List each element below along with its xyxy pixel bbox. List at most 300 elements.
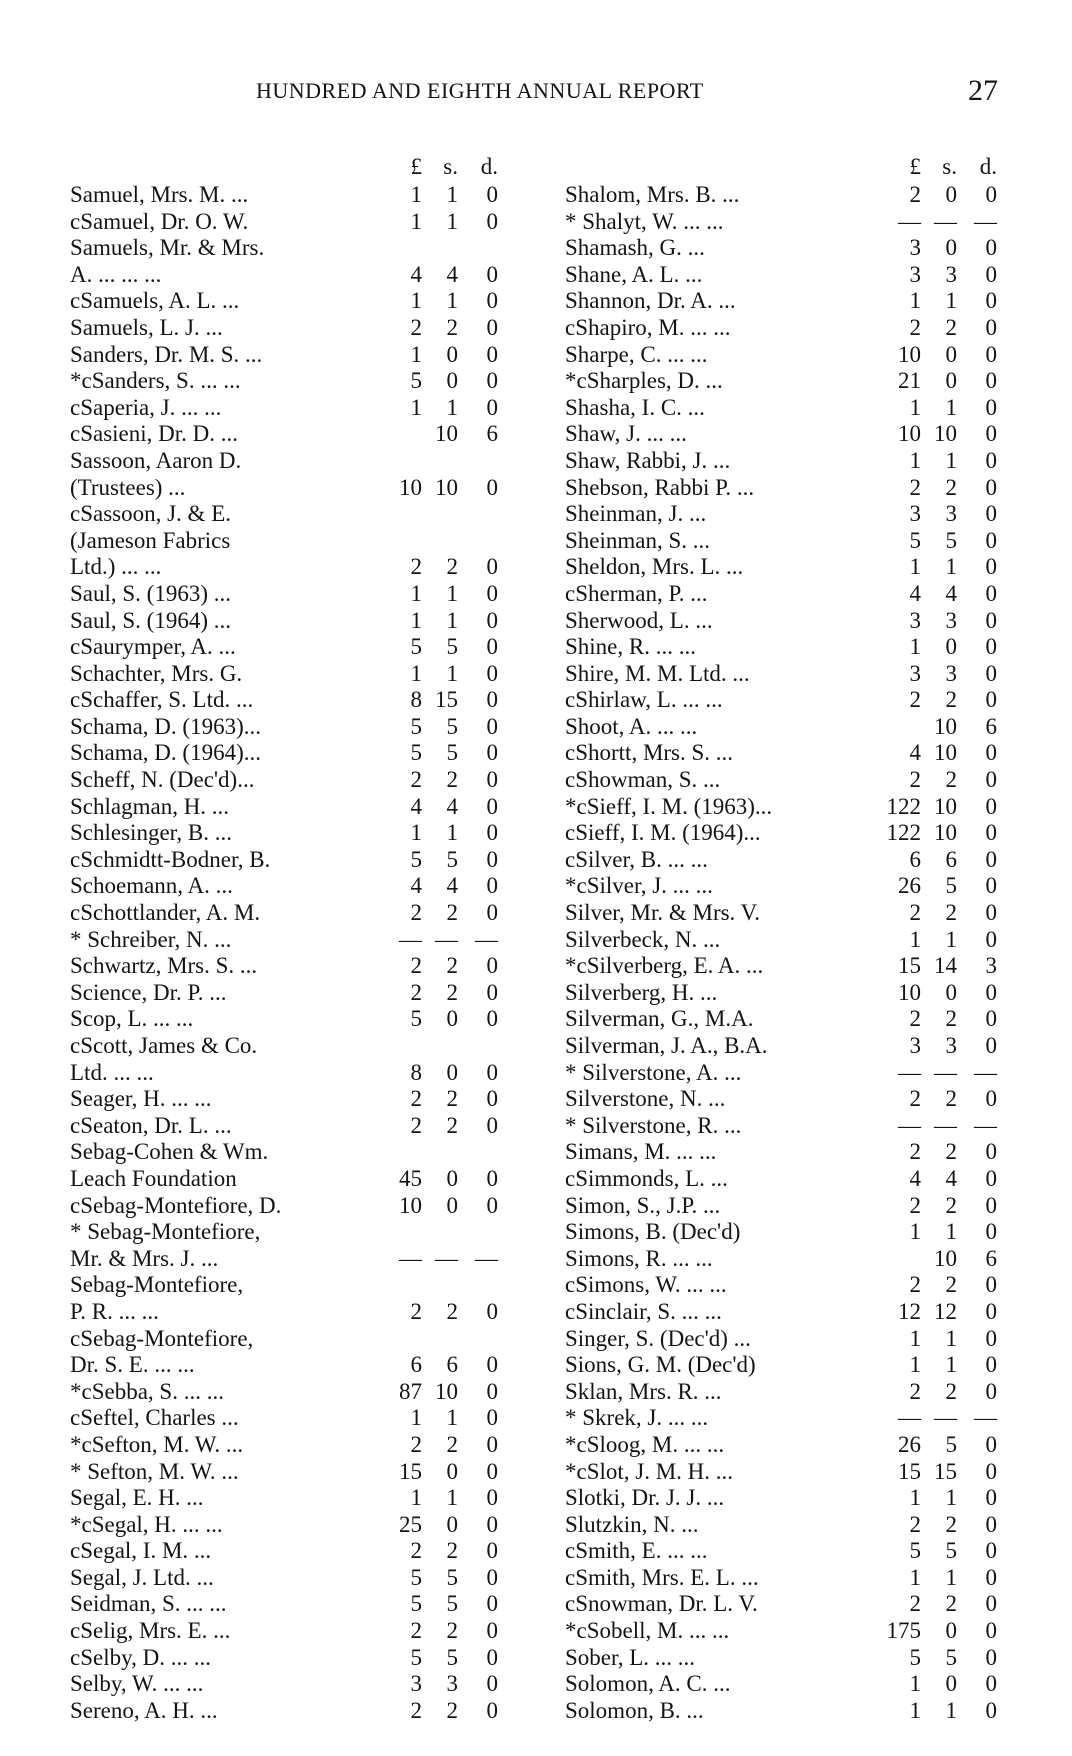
donor-name: cShortt, Mrs. S. ... xyxy=(565,740,734,766)
amount-pence: 0 xyxy=(486,1431,498,1457)
donor-name: Ltd. ... ... xyxy=(70,1059,154,1085)
amount-pence: 0 xyxy=(985,474,997,500)
donor-name: cSchmidtt-Bodner, B. xyxy=(70,846,271,872)
list-item xyxy=(70,554,500,581)
donor-name: cScott, James & Co. xyxy=(70,1033,258,1058)
amount-shillings: 1 xyxy=(446,607,458,633)
donor-name: Simons, B. (Dec'd) xyxy=(565,1219,741,1245)
amount-shillings: 1 xyxy=(945,1485,957,1511)
amount-pounds: 2 xyxy=(410,554,422,580)
list-item xyxy=(565,1485,1005,1512)
amount-pence: 0 xyxy=(985,767,997,793)
list-item xyxy=(70,1405,500,1432)
donor-name: Shaw, J. ... ... xyxy=(565,421,687,447)
list-item xyxy=(70,1485,500,1512)
donor-name: (Trustees) ... xyxy=(70,474,186,500)
amount-pounds: 4 xyxy=(410,261,422,287)
amount-pence: — xyxy=(974,1112,997,1138)
donor-name: *cSieff, I. M. (1963)... xyxy=(565,793,773,819)
amount-pounds: 2 xyxy=(410,1112,422,1138)
amount-pence: 0 xyxy=(486,713,498,739)
amount-pounds: 2 xyxy=(410,314,422,340)
amount-shillings: 0 xyxy=(945,341,957,367)
amount-shillings: 1 xyxy=(945,1352,957,1378)
donor-name: Schama, D. (1963)... xyxy=(70,713,261,739)
amount-shillings: 2 xyxy=(945,687,957,713)
amount-shillings: 5 xyxy=(945,1644,957,1670)
amount-pence: 0 xyxy=(985,900,997,926)
running-title: HUNDRED AND EIGHTH ANNUAL REPORT xyxy=(256,78,704,103)
donor-name: cShirlaw, L. ... ... xyxy=(565,687,723,713)
amount-pence: 0 xyxy=(486,1298,498,1324)
amount-shillings: 2 xyxy=(446,1298,458,1324)
donor-name: Sober, L. ... ... xyxy=(565,1644,696,1670)
amount-shillings: 2 xyxy=(446,1086,458,1112)
amount-shillings: — xyxy=(934,1405,957,1431)
donor-name: *cSharples, D. ... xyxy=(565,368,723,394)
amount-shillings: 2 xyxy=(945,1272,957,1298)
amount-shillings: 2 xyxy=(446,767,458,793)
list-item xyxy=(70,1326,500,1353)
amount-pounds: 5 xyxy=(410,1591,422,1617)
amount-shillings: 10 xyxy=(435,1378,458,1404)
amount-shillings: 0 xyxy=(446,1006,458,1032)
amount-pounds: 1 xyxy=(410,208,422,234)
donor-name: * Sefton, M. W. ... xyxy=(70,1458,239,1484)
list-item xyxy=(70,501,500,528)
list-item xyxy=(70,1459,500,1486)
amount-pounds: 1 xyxy=(410,580,422,606)
amount-shillings: 0 xyxy=(945,368,957,394)
amount-pence: 0 xyxy=(486,607,498,633)
list-item xyxy=(70,661,500,688)
amount-pence: 0 xyxy=(486,660,498,686)
amount-pence: 0 xyxy=(486,1165,498,1191)
amount-shillings: — xyxy=(934,1059,957,1085)
amount-pence: 0 xyxy=(486,1458,498,1484)
amount-pounds: 2 xyxy=(909,1006,921,1032)
donor-name: cSchottlander, A. M. xyxy=(70,900,261,926)
donor-name: Sherwood, L. ... xyxy=(565,607,713,633)
amount-pence: 0 xyxy=(985,1431,997,1457)
donor-name: Slotki, Dr. J. J. ... xyxy=(565,1485,725,1511)
list-item xyxy=(70,288,500,315)
donor-name: Silverberg, H. ... xyxy=(565,979,718,1005)
amount-pounds: 1 xyxy=(410,1405,422,1431)
amount-shillings: 2 xyxy=(945,1139,957,1165)
amount-pounds: 3 xyxy=(909,261,921,287)
donor-name: * Sebag-Montefiore, xyxy=(70,1219,261,1245)
list-item xyxy=(70,262,500,289)
donor-name: cSebag-Montefiore, D. xyxy=(70,1192,282,1218)
amount-shillings: 2 xyxy=(446,1697,458,1723)
amount-pence: 6 xyxy=(985,713,997,739)
donor-name: Silverman, J. A., B.A. xyxy=(565,1033,768,1058)
amount-shillings: 2 xyxy=(446,1618,458,1644)
amount-shillings: 0 xyxy=(945,1671,957,1697)
amount-shillings: 5 xyxy=(446,1564,458,1590)
amount-shillings: 3 xyxy=(945,501,957,527)
amount-shillings: 2 xyxy=(446,1538,458,1564)
amount-pence: 0 xyxy=(486,474,498,500)
list-item xyxy=(70,1246,500,1273)
amount-pence: 6 xyxy=(985,1245,997,1271)
amount-pounds: 3 xyxy=(410,1671,422,1697)
donor-name: Saul, S. (1963) ... xyxy=(70,580,231,606)
amount-pence: 0 xyxy=(486,394,498,420)
donor-name: Scheff, N. (Dec'd)... xyxy=(70,767,255,793)
amount-shillings: 0 xyxy=(446,368,458,394)
amount-pence: 0 xyxy=(486,1086,498,1112)
amount-pence: 0 xyxy=(985,1165,997,1191)
donor-name: cSieff, I. M. (1964)... xyxy=(565,820,761,846)
amount-pence: 0 xyxy=(985,846,997,872)
amount-shillings: 3 xyxy=(945,660,957,686)
amount-shillings: 0 xyxy=(446,1192,458,1218)
list-item xyxy=(565,1405,1005,1432)
list-item xyxy=(565,1166,1005,1193)
amount-shillings: 1 xyxy=(945,926,957,952)
amount-pounds: 15 xyxy=(399,1458,422,1484)
list-item xyxy=(70,953,500,980)
amount-shillings: 2 xyxy=(945,1192,957,1218)
list-item xyxy=(70,1166,500,1193)
amount-shillings: 2 xyxy=(945,900,957,926)
donor-name: *cSobell, M. ... ... xyxy=(565,1618,730,1644)
shillings-header: s. xyxy=(443,154,458,179)
amount-pence: 0 xyxy=(985,368,997,394)
amount-pence: 0 xyxy=(985,580,997,606)
donor-name: Seidman, S. ... ... xyxy=(70,1591,227,1617)
donor-name: cSaurymper, A. ... xyxy=(70,634,236,660)
page-header xyxy=(0,74,1072,114)
list-item xyxy=(565,1219,1005,1246)
amount-pounds: 3 xyxy=(909,501,921,527)
donor-name: cSnowman, Dr. L. V. xyxy=(565,1591,758,1617)
donor-name: cSimons, W. ... ... xyxy=(565,1272,727,1298)
donor-name: Sassoon, Aaron D. xyxy=(70,447,242,473)
amount-shillings: 2 xyxy=(446,554,458,580)
amount-shillings: 10 xyxy=(435,421,458,447)
amount-shillings: 10 xyxy=(934,820,957,846)
donor-name: cSelby, D. ... ... xyxy=(70,1644,211,1670)
amount-pence: 0 xyxy=(486,341,498,367)
amount-pounds: 1 xyxy=(909,554,921,580)
amount-shillings: 1 xyxy=(945,447,957,473)
amount-pounds: 1 xyxy=(909,1325,921,1351)
amount-pounds: 26 xyxy=(898,1431,921,1457)
amount-pounds: 1 xyxy=(909,1564,921,1590)
amount-pounds: 5 xyxy=(909,1644,921,1670)
donor-name: cSamuel, Dr. O. W. xyxy=(70,208,249,234)
amount-shillings: 0 xyxy=(446,1511,458,1537)
amount-pounds: 4 xyxy=(909,1165,921,1191)
donor-name: Leach Foundation xyxy=(70,1165,237,1191)
list-item xyxy=(70,1432,500,1459)
donor-name: Sereno, A. H. ... xyxy=(70,1697,218,1723)
list-item xyxy=(565,1299,1005,1326)
list-item xyxy=(565,900,1005,927)
amount-pence: — xyxy=(974,1059,997,1085)
amount-pence: 0 xyxy=(985,873,997,899)
amount-pounds: — xyxy=(898,1112,921,1138)
list-item xyxy=(70,1352,500,1379)
amount-pence: 0 xyxy=(985,979,997,1005)
list-item xyxy=(70,1113,500,1140)
amount-pence: — xyxy=(974,1405,997,1431)
amount-shillings: 5 xyxy=(446,634,458,660)
currency-header xyxy=(70,152,500,182)
donor-name: Sklan, Mrs. R. ... xyxy=(565,1378,722,1404)
amount-shillings: — xyxy=(934,208,957,234)
amount-shillings: 5 xyxy=(446,846,458,872)
amount-pounds: 2 xyxy=(410,1298,422,1324)
amount-pounds: 5 xyxy=(410,1644,422,1670)
donor-name: Ltd.) ... ... xyxy=(70,554,162,580)
amount-shillings: 0 xyxy=(945,1618,957,1644)
donor-name: Sheldon, Mrs. L. ... xyxy=(565,554,744,580)
amount-pence: 0 xyxy=(985,1538,997,1564)
amount-pence: 0 xyxy=(486,1352,498,1378)
amount-pence: 6 xyxy=(486,421,498,447)
donor-name: Samuels, L. J. ... xyxy=(70,314,223,340)
list-item xyxy=(565,342,1005,369)
amount-shillings: — xyxy=(435,1245,458,1271)
amount-pounds: 2 xyxy=(410,767,422,793)
amount-pounds: 2 xyxy=(909,314,921,340)
donor-name: A. ... ... ... xyxy=(70,261,162,287)
list-item xyxy=(565,1459,1005,1486)
amount-shillings: 5 xyxy=(446,1644,458,1670)
amount-pence: 0 xyxy=(985,926,997,952)
shillings-header: s. xyxy=(942,154,957,179)
amount-pounds: 26 xyxy=(898,873,921,899)
donor-name: * Silverstone, R. ... xyxy=(565,1112,742,1138)
amount-shillings: 0 xyxy=(945,235,957,261)
donor-name: Simon, S., J.P. ... xyxy=(565,1192,721,1218)
list-item xyxy=(565,581,1005,608)
list-item xyxy=(565,501,1005,528)
amount-pounds: 3 xyxy=(909,660,921,686)
amount-pounds: 1 xyxy=(410,341,422,367)
amount-pence: 0 xyxy=(486,634,498,660)
list-item xyxy=(565,794,1005,821)
donor-name: cSamuels, A. L. ... xyxy=(70,288,240,314)
list-item xyxy=(565,1033,1005,1060)
donor-name: Selby, W. ... ... xyxy=(70,1671,204,1697)
list-item xyxy=(70,1671,500,1698)
list-item xyxy=(565,740,1005,767)
amount-pounds: 2 xyxy=(909,1591,921,1617)
donor-name: Simons, R. ... ... xyxy=(565,1245,713,1271)
amount-shillings: 10 xyxy=(435,474,458,500)
amount-pounds: — xyxy=(399,926,422,952)
list-item xyxy=(70,1060,500,1087)
list-item xyxy=(70,1006,500,1033)
amount-pounds: 8 xyxy=(410,1059,422,1085)
amount-pence: 0 xyxy=(985,1378,997,1404)
amount-pence: 0 xyxy=(486,1485,498,1511)
amount-pounds: — xyxy=(898,208,921,234)
list-item xyxy=(70,342,500,369)
amount-pounds: 1 xyxy=(410,820,422,846)
amount-pounds: 2 xyxy=(410,953,422,979)
amount-pounds: 1 xyxy=(909,926,921,952)
donor-name: Mr. & Mrs. J. ... xyxy=(70,1245,219,1271)
list-item xyxy=(565,1645,1005,1672)
donor-name: Sebag-Montefiore, xyxy=(70,1272,244,1298)
amount-pounds: 2 xyxy=(909,1086,921,1112)
donor-name: Sions, G. M. (Dec'd) xyxy=(565,1352,756,1378)
amount-shillings: 2 xyxy=(446,979,458,1005)
amount-pence: 0 xyxy=(486,368,498,394)
amount-pounds: 8 xyxy=(410,687,422,713)
donor-name: Shoot, A. ... ... xyxy=(565,713,698,739)
list-item xyxy=(565,1113,1005,1140)
amount-shillings: 0 xyxy=(446,1059,458,1085)
donor-name: Schlagman, H. ... xyxy=(70,793,230,819)
amount-shillings: 1 xyxy=(446,394,458,420)
amount-pounds: 2 xyxy=(909,1139,921,1165)
amount-pence: 0 xyxy=(985,288,997,314)
amount-shillings: 6 xyxy=(945,846,957,872)
list-item xyxy=(565,288,1005,315)
list-item xyxy=(70,1219,500,1246)
list-item xyxy=(565,608,1005,635)
donor-name: Schama, D. (1964)... xyxy=(70,740,261,766)
list-item xyxy=(565,1272,1005,1299)
amount-pence: 0 xyxy=(486,1564,498,1590)
amount-pence: 0 xyxy=(985,1458,997,1484)
list-item xyxy=(70,687,500,714)
amount-pounds: 5 xyxy=(909,1538,921,1564)
amount-shillings: 4 xyxy=(945,580,957,606)
donor-name: * Shalyt, W. ... ... xyxy=(565,208,724,234)
list-item xyxy=(70,315,500,342)
donor-name: cSebag-Montefiore, xyxy=(70,1325,254,1351)
amount-pounds: 21 xyxy=(898,368,921,394)
amount-pence: 0 xyxy=(486,208,498,234)
amount-pence: 0 xyxy=(985,421,997,447)
list-item xyxy=(565,262,1005,289)
amount-pounds: 15 xyxy=(898,953,921,979)
list-item xyxy=(565,1246,1005,1273)
amount-pence: — xyxy=(475,926,498,952)
list-item xyxy=(565,634,1005,661)
donor-name: *cSlot, J. M. H. ... xyxy=(565,1458,734,1484)
amount-shillings: 4 xyxy=(446,261,458,287)
list-item xyxy=(70,528,500,555)
list-item xyxy=(70,1033,500,1060)
amount-pence: 0 xyxy=(985,1697,997,1723)
amount-pence: 0 xyxy=(486,873,498,899)
list-item xyxy=(70,767,500,794)
amount-pounds: 4 xyxy=(909,740,921,766)
amount-pounds: 2 xyxy=(909,687,921,713)
amount-shillings: 2 xyxy=(945,314,957,340)
list-item xyxy=(565,1512,1005,1539)
amount-pence: 0 xyxy=(486,1644,498,1670)
donor-name: Scop, L. ... ... xyxy=(70,1006,194,1032)
amount-pounds: 5 xyxy=(909,527,921,553)
donor-name: Slutzkin, N. ... xyxy=(565,1511,699,1537)
list-item xyxy=(70,182,500,209)
amount-pence: 0 xyxy=(486,580,498,606)
amount-pence: 0 xyxy=(486,1378,498,1404)
donor-name: *cSebba, S. ... ... xyxy=(70,1378,224,1404)
amount-pence: 0 xyxy=(985,501,997,527)
amount-shillings: 3 xyxy=(945,261,957,287)
list-item xyxy=(70,1698,500,1725)
amount-pounds: 122 xyxy=(886,820,921,846)
list-item xyxy=(565,847,1005,874)
amount-pence: 0 xyxy=(486,687,498,713)
list-item xyxy=(70,927,500,954)
amount-pounds: 2 xyxy=(909,1511,921,1537)
amount-shillings: 15 xyxy=(435,687,458,713)
amount-pounds: 175 xyxy=(886,1618,921,1644)
amount-shillings: 1 xyxy=(945,1697,957,1723)
amount-pounds: 4 xyxy=(410,793,422,819)
amount-pounds: 10 xyxy=(399,1192,422,1218)
list-item xyxy=(565,1591,1005,1618)
donor-name: cSimmonds, L. ... xyxy=(565,1165,728,1191)
donor-name: cSegal, I. M. ... xyxy=(70,1538,212,1564)
amount-pounds: 45 xyxy=(399,1165,422,1191)
list-item xyxy=(565,1565,1005,1592)
pence-header: d. xyxy=(480,154,498,179)
list-item xyxy=(565,980,1005,1007)
amount-shillings: 10 xyxy=(934,1245,957,1271)
donor-name: Sheinman, S. ... xyxy=(565,527,711,553)
amount-shillings: — xyxy=(934,1112,957,1138)
amount-pence: 0 xyxy=(985,261,997,287)
donor-name: *cSilver, J. ... ... xyxy=(565,873,713,899)
list-item xyxy=(565,1006,1005,1033)
amount-pounds: 1 xyxy=(909,447,921,473)
amount-shillings: 3 xyxy=(945,607,957,633)
list-item xyxy=(565,1139,1005,1166)
amount-shillings: 0 xyxy=(446,1458,458,1484)
amount-pounds: 1 xyxy=(909,288,921,314)
list-item xyxy=(70,900,500,927)
amount-shillings: 2 xyxy=(945,1006,957,1032)
list-item xyxy=(565,1432,1005,1459)
amount-pounds: 10 xyxy=(399,474,422,500)
donor-name: cSmith, E. ... ... xyxy=(565,1538,708,1564)
amount-pounds: 2 xyxy=(410,1618,422,1644)
amount-shillings: 2 xyxy=(945,474,957,500)
amount-shillings: 2 xyxy=(945,1378,957,1404)
donor-name: Sanders, Dr. M. S. ... xyxy=(70,341,263,367)
amount-pounds: 1 xyxy=(909,394,921,420)
amount-pence: 0 xyxy=(486,554,498,580)
amount-shillings: 2 xyxy=(945,1591,957,1617)
amount-pence: 0 xyxy=(486,1671,498,1697)
list-item xyxy=(565,873,1005,900)
donor-name: Saul, S. (1964) ... xyxy=(70,607,231,633)
donor-name: Segal, E. H. ... xyxy=(70,1485,204,1511)
list-item xyxy=(565,1698,1005,1725)
amount-pounds: 1 xyxy=(909,1697,921,1723)
amount-pounds: 2 xyxy=(909,1272,921,1298)
amount-shillings: 1 xyxy=(446,1405,458,1431)
list-item xyxy=(565,1326,1005,1353)
amount-shillings: 4 xyxy=(446,793,458,819)
amount-pence: 0 xyxy=(486,846,498,872)
donor-name: Shaw, Rabbi, J. ... xyxy=(565,447,731,473)
donor-name: Sebag-Cohen & Wm. xyxy=(70,1139,269,1165)
